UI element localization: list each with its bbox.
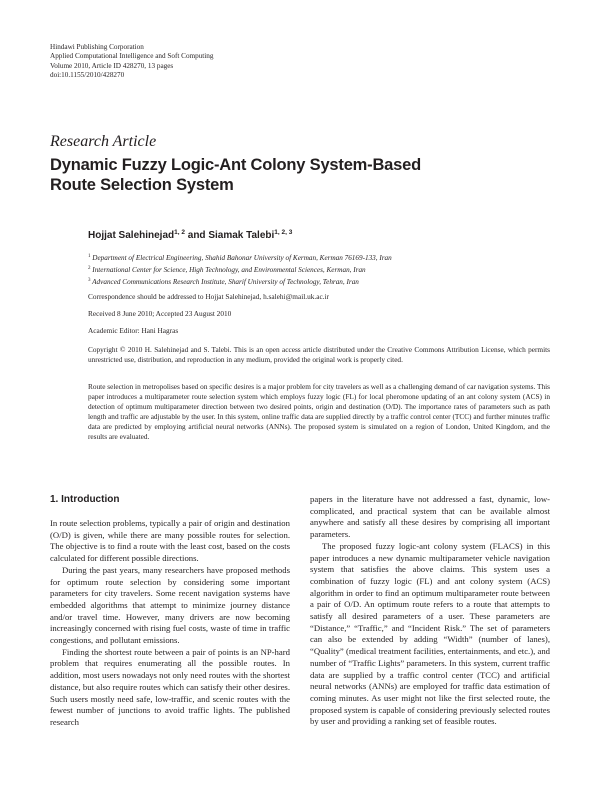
affiliation-num: 2	[88, 265, 91, 271]
volume-line: Volume 2010, Article ID 428270, 13 pages	[50, 61, 174, 70]
right-column	[310, 494, 550, 728]
title-line-1: Dynamic Fuzzy Logic-Ant Colony System-Based	[50, 156, 421, 174]
author-affil-sup: 1, 2	[174, 229, 185, 236]
academic-editor: Academic Editor: Hani Hagras	[88, 326, 179, 335]
affiliations	[88, 252, 392, 287]
paper-title	[50, 155, 510, 195]
affiliation-item	[88, 264, 392, 276]
author-name: Hojjat Salehinejad	[88, 230, 175, 241]
affiliation-text: Department of Electrical Engineering, Shahid Bahonar University of Kerman, Kerman 76169-133, Iran	[92, 254, 392, 262]
copyright-notice: Copyright © 2010 H. Salehinejad and S. Talebi. This is an open access article distributed under the Creative Commons Attribution License, which permits unrestricted use, distribution, and reproduction in any medium, provided the original work is properly cited.	[88, 345, 550, 364]
paragraph: In route selection problems, typically a pair of origin and destination (O/D) is given, while there are many possible routes for selection. The objective is to find a route with the least cost, based on the costs calculated for different possible directions.	[50, 518, 290, 564]
article-type: Research Article	[50, 133, 157, 150]
author-affil-sup: 1, 2, 3	[274, 229, 293, 236]
affiliation-item	[88, 276, 392, 288]
author-list	[88, 229, 292, 241]
publisher-line: Hindawi Publishing Corporation	[50, 43, 144, 51]
affiliation-num: 1	[88, 254, 91, 259]
abstract: Route selection in metropolises based on specific desires is a major problem for city travelers as well as a challenging demand of car navigation systems. This paper introduces a multiparameter route selection system which employs fuzzy logic (FL) for local pheromone updating of an ant colony system (ACS) in detection of optimum multiparameter direction between two desired points, origin and destination (O/D). The importance rates of parameters such as path length and traffic are adjustable by the user. In this system, online traffic data are supplied directly by a traffic control center (TCC) and further minutes traffic data are predicted by employing artificial neural networks (ANNs). The proposed system is simulated on a region of London, United Kingdom, and the results are evaluated.	[88, 382, 550, 441]
affiliation-item	[88, 252, 392, 264]
section-heading: 1. Introduction	[50, 494, 120, 505]
affiliation-text: International Center for Science, High Technology, and Environmental Sciences, Kerman, Iran	[92, 265, 366, 274]
paragraph: The proposed fuzzy logic-ant colony system (FLACS) in this paper introduces a new dynamic multiparameter vehicle navigation system that satisfies the above claims. This system uses a combination of fuzzy logic (FL) and ant colony system (ACS) algorithm in order to find an optimum multiparameter route between a pair of O/D. An optimum route refers to a route that attempts to satisfy all desired parameters of a user. These parameters are “Distance,” “Traffic,” and “Incident Risk.” The set of parameters can also be extended by adding “Width” (number of lanes), “Quality” (medical treatment facilities, entertainments, and etc.), and number of “Traffic Lights” parameters. In this system, current traffic data are supplied by a traffic control center (TCC) and artificial neural networks (ANNs) are employed for traffic data estimation of coming minutes. As user might not like the first selected route, the proposed system is capable of considering previously selected routes by user and providing a ranking set of feasible routes.	[310, 540, 551, 727]
journal-header	[50, 43, 214, 81]
affiliation-num: 3	[88, 277, 91, 283]
author-conj: and	[184, 230, 209, 241]
author-name: Siamak Talebi	[208, 230, 275, 241]
correspondence: Correspondence should be addressed to Hojjat Salehinejad, h.salehi@mail.uk.ac.ir	[88, 292, 329, 301]
title-line-2: Route Selection System	[50, 176, 234, 194]
affiliation-text: Advanced Communications Research Institute, Sharif University of Technology, Tehran, Iran	[92, 277, 359, 286]
paragraph: papers in the literature have not addressed a fast, dynamic, low-complicated, and practical system that can be available almost anywhere and satisfy all these desires by comprising all important parameters.	[310, 494, 550, 540]
doi-line: doi:10.1155/2010/428270	[50, 71, 125, 80]
dates: Received 8 June 2010; Accepted 23 August 2010	[88, 309, 232, 318]
left-column	[50, 494, 290, 729]
paragraph: During the past years, many researchers have proposed methods for optimum route selection by considering some important parameters for city travelers. Some recent navigation systems have embedded algorithms that attempt to minimize journey distance and/or travel time. However, many drivers are now becoming increasingly concerned with rising fuel costs, waste of time in traffic congestions, and pollutant emissions.	[50, 564, 290, 646]
paragraph: Finding the shortest route between a pair of points is an NP-hard problem that requires enumerating all the possible routes. In addition, most users nowadays not only need routes with the shortest distance, but also require routes which can satisfy their other desires. Such users mostly need safe, low-traffic, and scenic routes with the fewest number of junctions to avoid traffic lights. The published research	[50, 646, 290, 727]
journal-line: Applied Computational Intelligence and Soft Computing	[50, 52, 214, 61]
